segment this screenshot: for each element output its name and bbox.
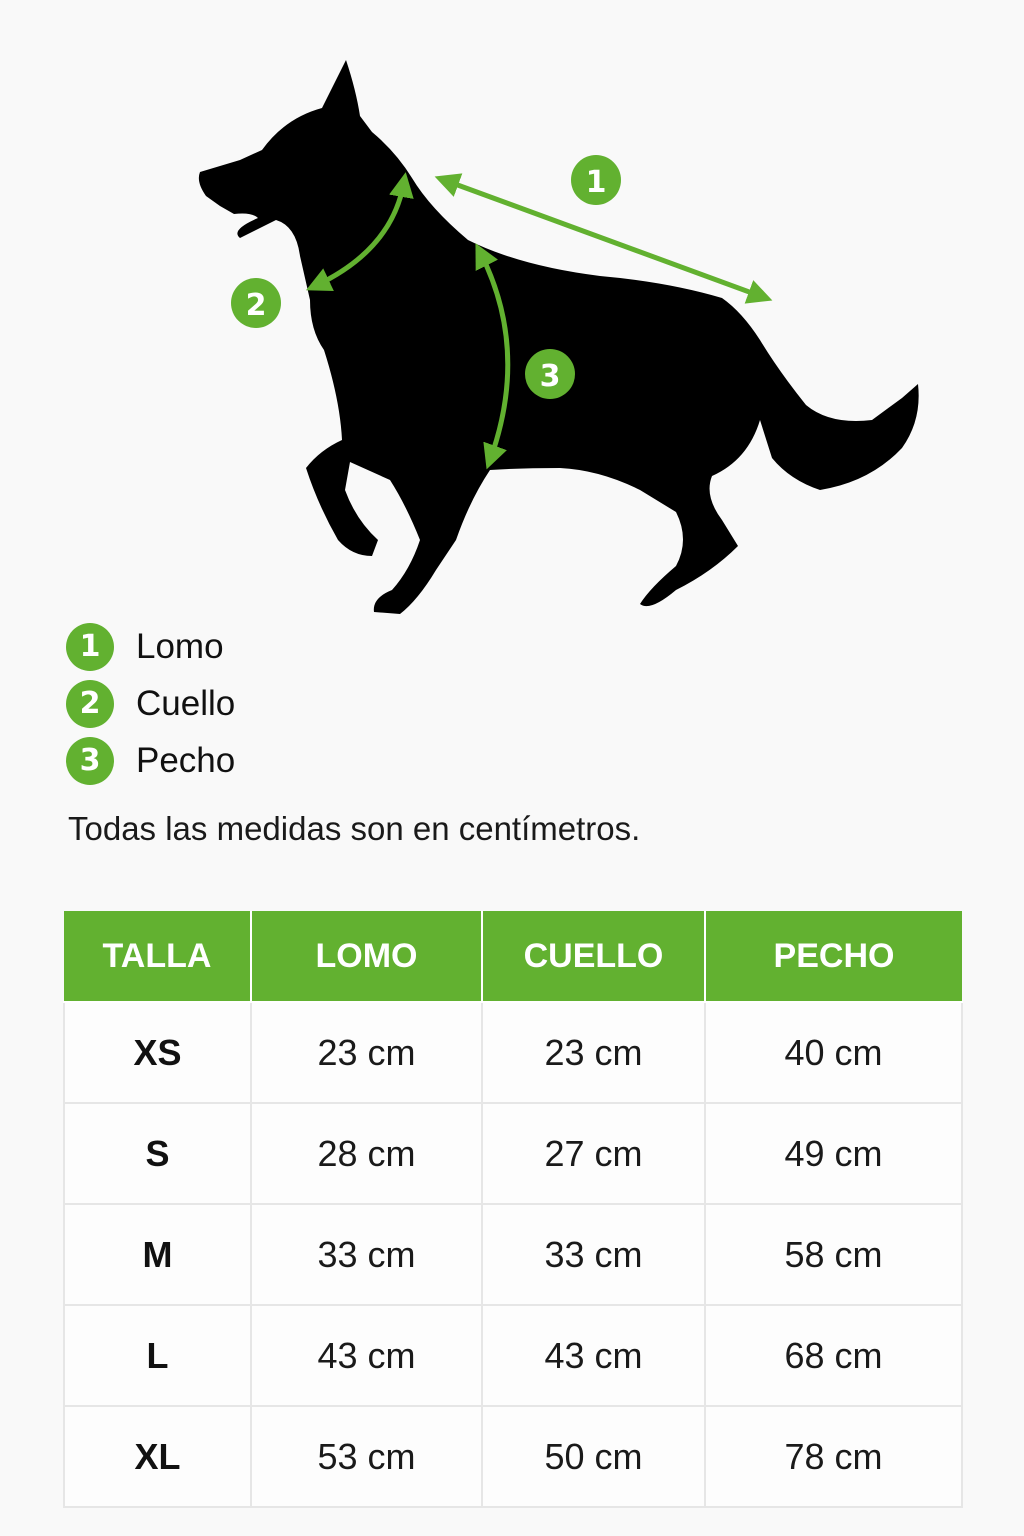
header-pecho: PECHO	[705, 911, 962, 1002]
legend-label-cuello: Cuello	[136, 683, 236, 723]
measurement-legend	[66, 618, 235, 789]
cell-lomo: 33 cm	[251, 1204, 482, 1305]
cell-pecho: 78 cm	[705, 1406, 962, 1507]
cell-pecho: 58 cm	[705, 1204, 962, 1305]
legend-badge-3: 3	[66, 737, 114, 785]
marker-2-number: 2	[245, 288, 267, 323]
header-cuello: CUELLO	[482, 911, 705, 1002]
cell-size: L	[64, 1305, 251, 1406]
legend-item-lomo	[66, 618, 235, 675]
cell-cuello: 50 cm	[482, 1406, 705, 1507]
marker-1-number: 1	[585, 165, 607, 200]
cell-size: M	[64, 1204, 251, 1305]
header-talla: TALLA	[64, 911, 251, 1002]
table-row	[64, 1204, 962, 1305]
table-row	[64, 1305, 962, 1406]
legend-label-pecho: Pecho	[136, 740, 236, 780]
cell-cuello: 27 cm	[482, 1103, 705, 1204]
cell-pecho: 68 cm	[705, 1305, 962, 1406]
dog-measurement-diagram	[0, 0, 1024, 640]
marker-3	[525, 349, 575, 399]
size-table	[63, 911, 963, 1508]
table-row	[64, 1103, 962, 1204]
header-lomo: LOMO	[251, 911, 482, 1002]
table-row	[64, 1406, 962, 1507]
cell-cuello: 23 cm	[482, 1002, 705, 1103]
legend-item-cuello	[66, 675, 235, 732]
cell-lomo: 23 cm	[251, 1002, 482, 1103]
cell-cuello: 33 cm	[482, 1204, 705, 1305]
legend-badge-1: 1	[66, 623, 114, 671]
cell-cuello: 43 cm	[482, 1305, 705, 1406]
marker-3-number: 3	[539, 359, 561, 394]
legend-item-pecho	[66, 732, 235, 789]
legend-badge-2: 2	[66, 680, 114, 728]
marker-2	[231, 278, 281, 328]
cell-size: XS	[64, 1002, 251, 1103]
cell-lomo: 28 cm	[251, 1103, 482, 1204]
legend-label-lomo: Lomo	[136, 626, 224, 666]
units-note: Todas las medidas son en centímetros.	[68, 810, 641, 847]
dog-silhouette	[199, 60, 919, 614]
table-header-row	[64, 911, 962, 1002]
cell-lomo: 43 cm	[251, 1305, 482, 1406]
cell-pecho: 40 cm	[705, 1002, 962, 1103]
cell-lomo: 53 cm	[251, 1406, 482, 1507]
table-row	[64, 1002, 962, 1103]
marker-1	[571, 155, 621, 205]
cell-pecho: 49 cm	[705, 1103, 962, 1204]
cell-size: XL	[64, 1406, 251, 1507]
cell-size: S	[64, 1103, 251, 1204]
